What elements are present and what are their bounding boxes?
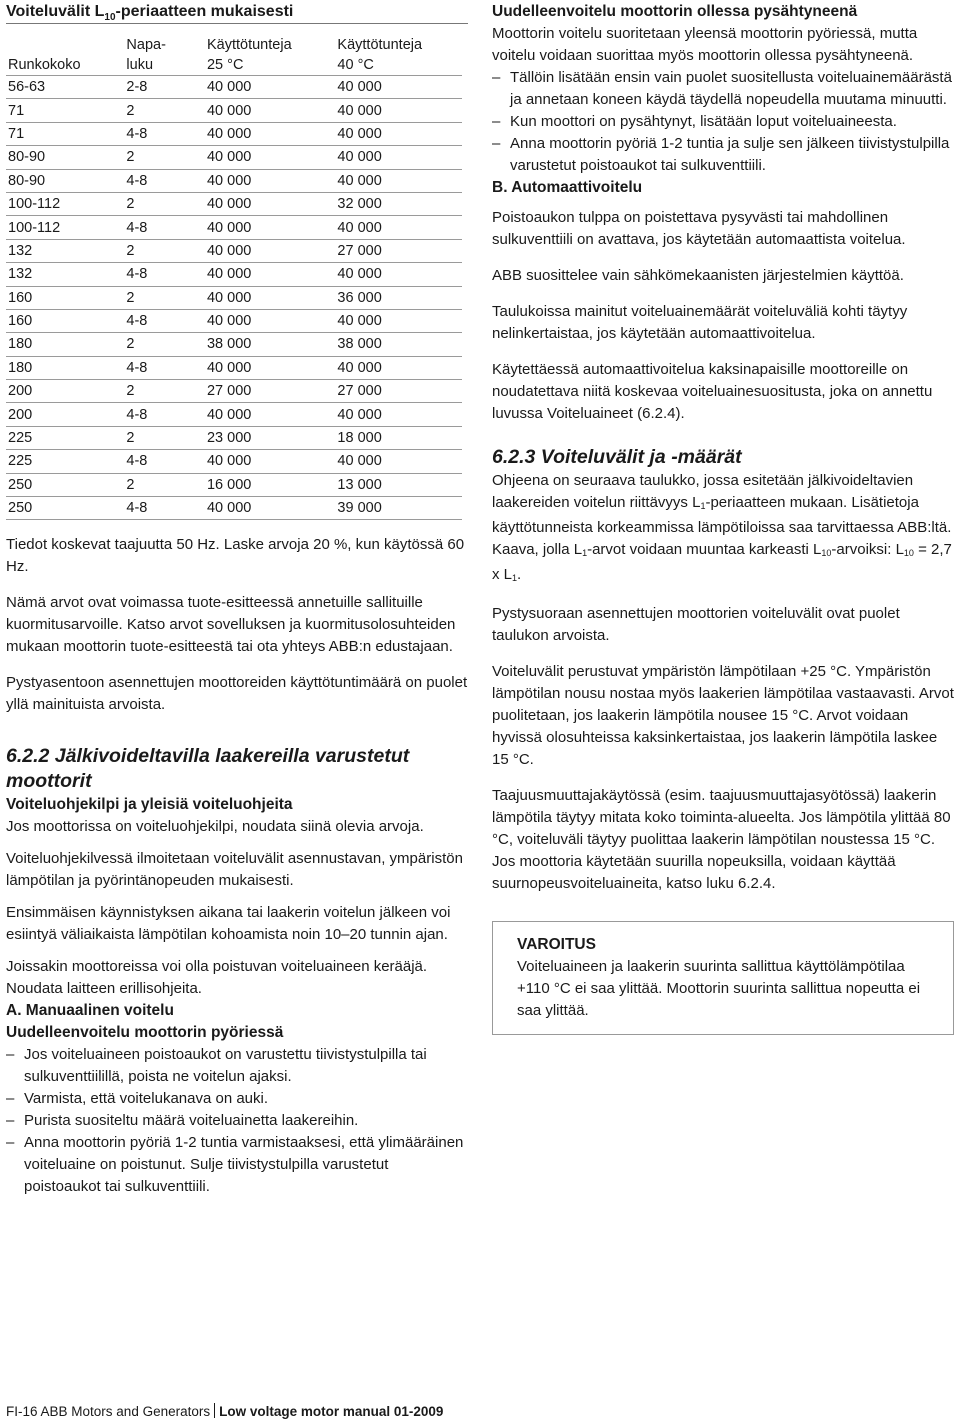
table-cell: 40 000 [335,146,462,169]
table-cell: 16 000 [205,473,335,496]
table-row [6,239,462,262]
note-frequency: Tiedot koskevat taajuutta 50 Hz. Laske arvoja 20 %, kun käytössä 60 Hz. [6,536,465,576]
paragraph-grease-collector: Joissakin moottoreissa voi olla poistuvan voiteluaineen kerääjä. Noudata laitteen erillisohjeita. [6,958,428,998]
warning-text: Voiteluaineen ja laakerin suurinta sallittua käyttölämpötilaa +110 °C ei saa ylittää. Moottorin suurinta sallittua nopeutta ei saa ylittää. [517,958,921,1019]
table-cell: 27 000 [335,380,462,403]
table-cell: 4-8 [124,403,205,426]
right-column [492,0,954,1035]
table-cell: 40 000 [335,263,462,286]
table-row [6,169,462,192]
note-vertical: Pystyasentoon asennettujen moottoreiden käyttötuntimäärä on puolet yllä mainituista arvoista. [6,674,468,714]
table-cell: 23 000 [205,426,335,449]
table-cell: 2 [124,99,205,122]
table-row [6,309,462,332]
table-cell: 80-90 [6,146,124,169]
table-row [6,216,462,239]
table-cell: 250 [6,473,124,496]
warning-box [492,921,954,1035]
section-6-2-3-heading: 6.2.3 Voiteluvälit ja -määrät [492,446,742,468]
table-cell: 4-8 [124,169,205,192]
table-cell: 40 000 [205,122,335,145]
table-cell: 36 000 [335,286,462,309]
table-cell: 2 [124,426,205,449]
list-item: – Purista suositeltu määrä voiteluainetta laakereihin. [6,1110,468,1132]
table-title [6,0,468,24]
lubrication-interval-table [6,35,462,520]
table-row [6,333,462,356]
table-row [6,286,462,309]
table-cell: 132 [6,263,124,286]
table-cell: 250 [6,497,124,520]
table-cell: 2 [124,333,205,356]
table-header-row [6,35,462,76]
list-item: – Varmista, että voitelukanava on auki. [6,1088,468,1110]
table-row [6,192,462,215]
table-cell: 40 000 [335,169,462,192]
table-cell: 160 [6,286,124,309]
table-cell: 13 000 [335,473,462,496]
footer-manual-title: Low voltage motor manual 01-2009 [219,1404,444,1419]
table-row [6,403,462,426]
table-cell: 40 000 [205,169,335,192]
header-hours-25c: Käyttötunteja 25 °C [206,37,292,73]
paragraph-vertical: Pystysuoraan asennettujen moottorien voiteluvälit ovat puolet taulukon arvoista. [492,605,900,644]
table-cell: 39 000 [335,497,462,520]
list-item: – Tällöin lisätään ensin vain puolet suositellusta voiteluainemäärästä ja annetaan koneen käydä täydellä nopeudella muutama minuutti. [492,67,954,111]
table-cell: 180 [6,333,124,356]
table-cell: 4-8 [124,309,205,332]
table-cell: 40 000 [205,286,335,309]
table-cell: 40 000 [205,450,335,473]
paragraph-ambient: Voiteluvälit perustuvat ympäristön lämpötilaan +25 °C. Ympäristön lämpötilan nousu nostaa myös laakerien lämpötilaa vastaavasti. Arvot puolitetaan, jos laakerin lämpötila nousee 15 °C. Arvot voidaan hyvissä olosuhteissa kaksinkertaistaa, jos laakerin lämpötila laskee 15 °C. [492,663,954,768]
table-body [6,76,462,520]
table-cell: 40 000 [205,403,335,426]
table-cell: 200 [6,380,124,403]
relubrication-running-heading: Uudelleenvoitelu moottorin pyöriessä [6,1024,284,1042]
table-cell: 40 000 [205,99,335,122]
paragraph-auto-4: Käytettäessä automaattivoitelua kaksinapaisille moottoreille on noudatettava niitä koskevaa voiteluainesuositusta, joka on annettu luvussa Voiteluaineet (6.2.4). [492,361,933,422]
table-cell: 40 000 [205,192,335,215]
table-cell: 40 000 [205,497,335,520]
table-cell: 38 000 [335,333,462,356]
relubrication-stopped-heading: Uudelleenvoitelu moottorin ollessa pysähtyneenä [492,3,858,20]
table-cell: 40 000 [205,216,335,239]
table-cell: 38 000 [205,333,335,356]
table-cell: 40 000 [205,356,335,379]
table-cell: 32 000 [335,192,462,215]
table-cell: 40 000 [335,99,462,122]
table-cell: 40 000 [335,403,462,426]
table-cell: 40 000 [335,76,462,99]
paragraph-plate-info: Voiteluohjekilvessä ilmoitetaan voiteluvälit asennustavan, ympäristön lämpötilan ja pyörintänopeuden mukaisesti. [6,850,463,890]
table-row [6,99,462,122]
page-footer [6,1403,443,1421]
table-title-suffix: -periaatteen mukaisesti [115,3,294,20]
table-row [6,473,462,496]
manual-lubrication-heading: A. Manuaalinen voitelu [6,1002,174,1020]
table-cell: 27 000 [205,380,335,403]
manual-lubrication-list [6,1044,468,1198]
paragraph-auto-2: ABB suosittelee vain sähkömekaanisten järjestelmien käyttöä. [492,267,904,284]
table-cell: 71 [6,122,124,145]
page-number: FI-16 [6,1404,38,1419]
table-cell: 40 000 [335,122,462,145]
paragraph-intervals-intro: Ohjeena on seuraava taulukko, jossa esitetään jälkivoideltavien laakereiden voitelun riittävyys $L_1$-periaatteen mukaan. Lisätietoja käyttötunneista korkeammissa lämpötiloissa saa tarvittaessa ABB:ltä. Kaava, jolla $L_1$-arvot voidaan muuntaa karkeasti $L_{10}$-arvoiksi: $L_{10} = 2,7$ x $L_1$. [492,472,952,583]
table-cell: 4-8 [124,497,205,520]
list-item: – Kun moottori on pysähtynyt, lisätään loput voiteluaineesta. [492,111,954,133]
lubrication-plate-heading: Voiteluohjekilpi ja yleisiä voiteluohjeita [6,796,293,814]
table-cell: 180 [6,356,124,379]
table-cell: 160 [6,309,124,332]
table-cell: 2 [124,380,205,403]
footer-company: ABB Motors and Generators [40,1404,211,1419]
table-cell: 132 [6,239,124,262]
table-cell: 225 [6,450,124,473]
table-cell: 71 [6,99,124,122]
table-cell: 100-112 [6,216,124,239]
table-row [6,497,462,520]
table-row [6,426,462,449]
header-pole-number: Napa- luku [126,37,166,73]
table-cell: 40 000 [335,216,462,239]
table-cell: 225 [6,426,124,449]
left-column [6,0,468,1198]
table-cell: 40 000 [205,263,335,286]
table-cell: 2 [124,286,205,309]
table-title-subscript: 10 [104,12,116,24]
table-row [6,76,462,99]
header-frame-size: Runkokoko [8,57,81,73]
automatic-lubrication-heading: B. Automaattivoitelu [492,179,643,196]
table-cell: 4-8 [124,216,205,239]
table-cell: 4-8 [124,356,205,379]
table-row [6,356,462,379]
list-item: – Anna moottorin pyöriä 1-2 tuntia varmistaaksesi, että ylimääräinen voiteluaine on poistunut. Sulje tiivistystulpilla varustetut poistoaukot tai sulkuventtiili. [6,1132,468,1198]
table-cell: 2 [124,192,205,215]
table-cell: 80-90 [6,169,124,192]
paragraph-temperature-rise: Ensimmäisen käynnistyksen aikana tai laakerin voitelun jälkeen voi esiintyä väliaikaista lämpötilan kohoamista noin 10–20 tunnin ajan. [6,904,451,944]
section-6-2-2-heading: 6.2.2 Jälkivoideltavilla laakereilla varustetut moottorit [6,745,410,793]
table-title-text: Voiteluvälit L [6,3,105,20]
table-cell: 4-8 [124,450,205,473]
table-cell: 27 000 [335,239,462,262]
table-row [6,263,462,286]
table-cell: 40 000 [205,146,335,169]
table-cell: 40 000 [335,309,462,332]
paragraph-stopped: Moottorin voitelu suoritetaan yleensä moottorin pyöriessä, mutta voitelu voidaan suorittaa myös moottorin ollessa pysähtyneenä. [492,25,918,64]
table-cell: 40 000 [335,450,462,473]
table-cell: 40 000 [335,356,462,379]
table-cell: 18 000 [335,426,462,449]
table-row [6,122,462,145]
table-cell: 2 [124,239,205,262]
warning-title: VAROITUS [517,936,596,953]
table-cell: 40 000 [205,309,335,332]
table-row [6,450,462,473]
list-item: – Anna moottorin pyöriä 1-2 tuntia ja sulje sen jälkeen tiivistystulpilla varustetut poistoaukot tai sulkuventtiili. [492,133,954,177]
table-cell: 40 000 [205,76,335,99]
header-hours-40c: Käyttötunteja 40 °C [337,37,423,73]
note-load-values: Nämä arvot ovat voimassa tuote-esitteessä annetuille sallituille kuormitusarvoille. Katso arvot sovelluksen ja kuormitusolosuhteiden mukaan moottorin tuote-esitteestä tai ota yhteys ABB:n edustajaan. [6,594,456,656]
table-cell: 100-112 [6,192,124,215]
table-cell: 4-8 [124,263,205,286]
paragraph-vsd: Taajuusmuuttajakäytössä (esim. taajuusmuuttajasyötössä) laakerin lämpötila täytyy mitata koko toiminta-alueelta. Jos lämpötila ylittää 80 °C, voiteluväli täytyy puolittaa laakerin lämpötilan noustessa 15 °C. Jos moottoria käytetään suurilla nopeuksilla, voidaan käyttää suurnopeusvoiteluaineita, katso luku 6.2.4. [492,787,951,892]
table-cell: 200 [6,403,124,426]
table-cell: 40 000 [205,239,335,262]
table-cell: 2-8 [124,76,205,99]
table-cell: 4-8 [124,122,205,145]
stopped-lubrication-list [492,67,954,177]
table-row [6,380,462,403]
list-item: – Jos voiteluaineen poistoaukot on varustettu tiivistystulpilla tai sulkuventtiilillä, poista ne voitelun ajaksi. [6,1044,468,1088]
paragraph-auto-3: Taulukoissa mainitut voiteluainemäärät voiteluväliä kohti täytyy nelinkertaistaa, jos käytetään automaattivoitelua. [492,303,908,342]
table-row [6,146,462,169]
footer-separator [214,1403,215,1418]
table-cell: 2 [124,146,205,169]
paragraph-auto-1: Poistoaukon tulppa on poistettava pysyvästi tai mahdollinen sulkuventtiili on avattava, jos käytetään automaattista voitelua. [492,209,906,248]
table-cell: 2 [124,473,205,496]
paragraph-plate: Jos moottorissa on voiteluohjekilpi, noudata siinä olevia arvoja. [6,818,424,836]
table-cell: 56-63 [6,76,124,99]
